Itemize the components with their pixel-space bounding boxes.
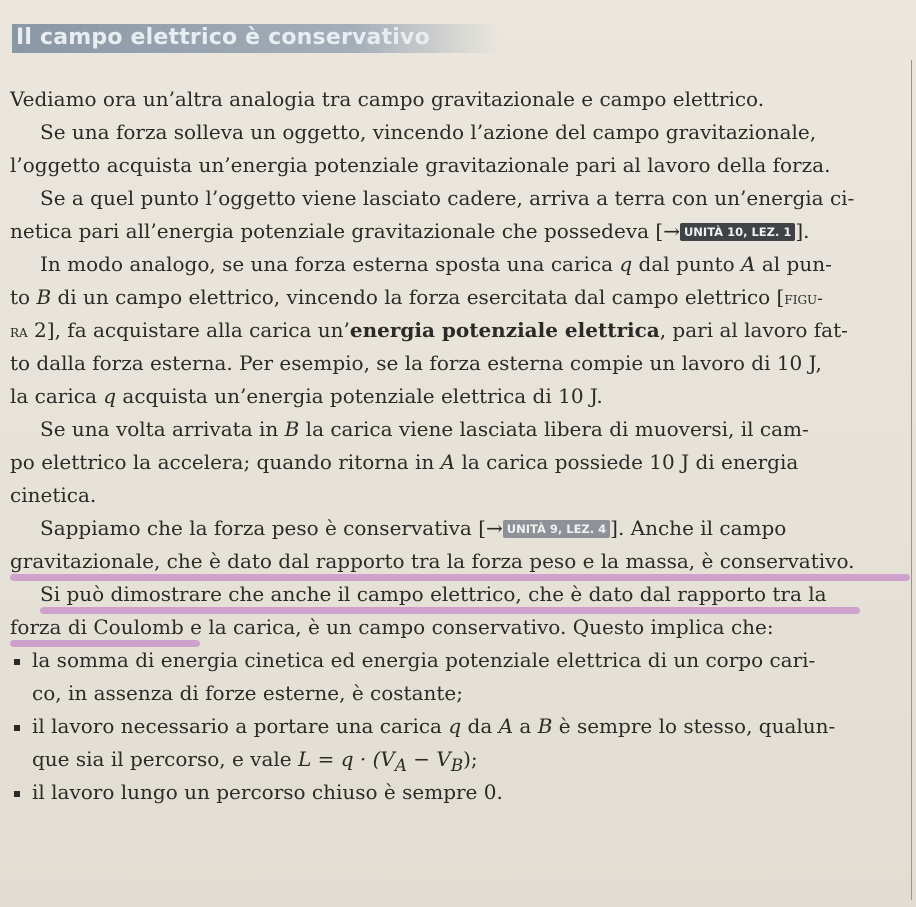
text-line: po elettrico la accelera; quando ritorna in A la carica possiede 10 J di energia xyxy=(10,450,799,474)
bullet-point xyxy=(14,791,20,797)
list-item: co, in assenza di forze esterne, è costante; xyxy=(32,681,463,705)
text-line: netica pari all’energia potenziale gravitazionale che possedeva [→ UNITÀ 10, LEZ. 1 ]. xyxy=(10,219,810,243)
text-line: Se una volta arrivata in B la carica viene lasciata libera di muoversi, il cam- xyxy=(40,417,809,441)
text-line: Si può dimostrare che anche il campo elettrico, che è dato dal rapporto tra la xyxy=(40,582,827,606)
text-line: Vediamo ora un’altra analogia tra campo gravitazionale e campo elettrico. xyxy=(10,87,765,111)
list-item: la somma di energia cinetica ed energia potenziale elettrica di un corpo cari- xyxy=(32,648,816,672)
text-line: Sappiamo che la forza peso è conservativa [→ UNITÀ 9, LEZ. 4 ]. Anche il campo xyxy=(40,516,787,540)
page-edge-rule xyxy=(911,60,912,900)
text-line: la carica q acquista un’energia potenziale elettrica di 10 J. xyxy=(10,384,603,408)
text-line: Se a quel punto l’oggetto viene lasciato cadere, arriva a terra con un’energia ci- xyxy=(40,186,855,210)
text-line: In modo analogo, se una forza esterna sposta una carica q dal punto A al pun- xyxy=(40,252,832,276)
bullet-point xyxy=(14,725,20,731)
text-line: to dalla forza esterna. Per esempio, se la forza esterna compie un lavoro di 10 J, xyxy=(10,351,822,375)
text-line: to B di un campo elettrico, vincendo la forza esercitata dal campo elettrico [figu- xyxy=(10,285,823,309)
text-line: forza di Coulomb e la carica, è un campo conservativo. Questo implica che: xyxy=(10,615,774,639)
list-item: que sia il percorso, e vale $L = q \cdot (V_A - V_B)$; xyxy=(32,747,478,775)
list-item: il lavoro necessario a portare una carica q da A a B è sempre lo stesso, qualun- xyxy=(32,714,836,738)
text-line: ra 2], fa acquistare alla carica un’energia potenziale elettrica, pari al lavoro fat- xyxy=(10,318,848,342)
cross-reference-badge: UNITÀ 10, LEZ. 1 xyxy=(680,223,795,241)
work-formula: $L = q \cdot (V_A - V_B$ xyxy=(298,747,464,775)
text-line: l’oggetto acquista un’energia potenziale gravitazionale pari al lavoro della forza. xyxy=(10,153,831,177)
text-line: gravitazionale, che è dato dal rapporto tra la forza peso e la massa, è conservativo. xyxy=(10,549,855,573)
bullet-point xyxy=(14,659,20,665)
text-line: Se una forza solleva un oggetto, vincendo l’azione del campo gravitazionale, xyxy=(40,120,817,144)
section-title: Il campo elettrico è conservativo xyxy=(12,24,500,53)
list-item: il lavoro lungo un percorso chiuso è sempre 0. xyxy=(32,780,503,804)
cross-reference-badge: UNITÀ 9, LEZ. 4 xyxy=(503,520,610,538)
key-term: energia potenziale elettrica xyxy=(349,318,660,342)
text-line: cinetica. xyxy=(10,483,97,507)
